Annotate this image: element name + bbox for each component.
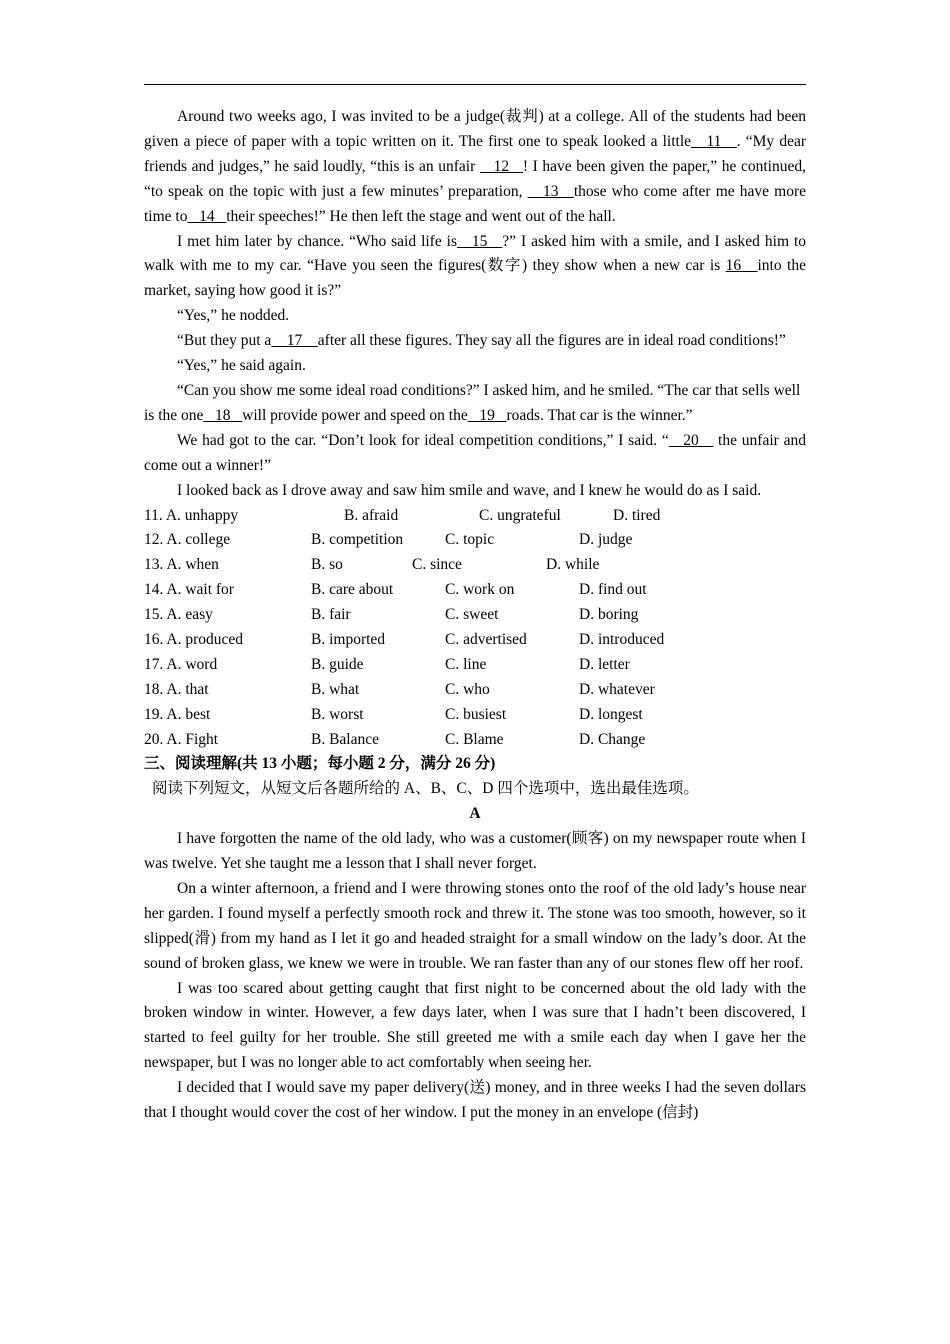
option-choice: B. what [311,680,360,698]
option-choice: 13. A. when [144,556,219,574]
passage-paragraph: “Yes,” he said again. [177,357,306,375]
option-choice: C. topic [445,531,495,549]
option-choice: 11. A. unhappy [144,506,239,524]
option-choice: C. busiest [445,705,507,723]
option-choice: B. fair [311,606,351,624]
option-choice: D. while [546,556,600,574]
option-choice: D. introduced [579,630,665,648]
option-choice: 19. A. best [144,705,211,723]
option-choice: C. advertised [445,630,527,648]
answer-blank: 17 [271,332,318,350]
option-choice: B. care about [311,581,394,599]
option-choice: D. longest [579,705,643,723]
option-choice: D. tired [613,506,661,524]
reading-passage-a [144,827,806,1126]
answer-blank: 15 [457,232,503,250]
answer-blank: 19 [467,406,507,424]
passage-paragraph: On a winter afternoon, a friend and I were throwing stones onto the roof of the old lady’s house near her garden. I found myself a perfectly smooth rock and threw it. The stone was too smooth, however, so it slipped(滑) from my hand as I let it go and headed straight for a small window on the lady’s door. At the sound of broken glass, we knew we were in trouble. We ran faster than any of our stones flew off her roof. [144,879,806,972]
option-choice: B. guide [311,655,364,673]
option-choice: B. Balance [311,730,380,748]
option-row [144,628,806,653]
option-choice: 15. A. easy [144,606,213,624]
passage-paragraph: We had got to the car. “Don’t look for ideal competition conditions,” I said. “ 20 the unfair and come out a winner!” [144,431,807,474]
passage-paragraph: “Can you show me some ideal road conditions?” I asked him, and he smiled. “The car that sells well is the one 18 will provide power and speed on the 19 roads. That car is the winner.” [144,381,801,424]
section-heading: 三、阅读理解(共 13 小题；每小题 2 分，满分 26 分) [144,755,496,773]
option-row [144,678,806,703]
passage-paragraph: I have forgotten the name of the old lady, who was a customer(顾客) on my newspaper route when I was twelve. Yet she taught me a lesson that I shall never forget. [144,830,806,873]
cloze-passage [144,105,806,504]
option-row [144,603,806,628]
passage-paragraph: “But they put a 17 after all these figures. They say all the figures are in ideal road conditions!” [177,332,786,350]
passage-paragraph: I met him later by chance. “Who said life is 15 ?” I asked him with a smile, and I asked him to walk with me to my car. “Have you seen the figures(数字) they show when a new car is 16 into the market, saying how good it is?” [144,232,807,300]
option-choice: B. worst [311,705,364,723]
top-rule [144,84,806,85]
passage-paragraph: “Yes,” he nodded. [177,307,290,325]
option-choice: C. since [412,556,462,574]
option-choice: D. letter [579,655,630,673]
option-row [144,578,806,603]
passage-paragraph: I was too scared about getting caught that first night to be concerned about the old lady with the broken window in winter. However, a few days later, when I was sure that I hadn’t been discovered, I started to feel guilty for her trouble. She still greeted me with a smile each day when I gave her the newspaper, but I was no longer able to act comfortably when seeing her. [144,979,806,1072]
option-choice: 12. A. college [144,531,231,549]
answer-blank: 16 [725,257,758,275]
answer-blank: 11 [691,132,737,150]
cloze-options [144,504,806,753]
answer-blank: 13 [527,182,574,200]
option-choice: 17. A. word [144,655,218,673]
option-choice: B. so [311,556,343,574]
option-choice: D. Change [579,730,646,748]
option-choice: C. work on [445,581,515,599]
option-choice: C. sweet [445,606,499,624]
option-choice: C. line [445,655,487,673]
option-row [144,528,806,553]
option-choice: C. Blame [445,730,504,748]
option-choice: D. find out [579,581,647,599]
option-choice: 18. A. that [144,680,209,698]
answer-blank: 12 [479,157,523,175]
option-row [144,653,806,678]
passage-letter: A [469,805,481,823]
option-choice: D. boring [579,606,639,624]
option-choice: B. imported [311,630,386,648]
option-row [144,728,806,753]
passage-paragraph: I looked back as I drove away and saw him smile and wave, and I knew he would do as I said. [177,481,762,499]
option-choice: 14. A. wait for [144,581,234,599]
answer-blank: 14 [187,207,227,225]
option-choice: B. competition [311,531,404,549]
option-row [144,553,806,578]
option-choice: 20. A. Fight [144,730,219,748]
option-choice: 16. A. produced [144,630,244,648]
option-choice: B. afraid [344,506,399,524]
document-body [144,105,806,1126]
answer-blank: 20 [668,431,714,449]
passage-paragraph: I decided that I would save my paper delivery(送) money, and in three weeks I had the seven dollars that I thought would cover the cost of her window. I put the money in an envelope (信封) [144,1079,806,1122]
option-row [144,703,806,728]
option-choice: D. whatever [579,680,655,698]
option-choice: D. judge [579,531,633,549]
answer-blank: 18 [203,406,243,424]
option-choice: C. who [445,680,490,698]
option-choice: C. ungrateful [479,506,561,524]
section-instruction: 阅读下列短文，从短文后各题所给的 A、B、C、D 四个选项中，选出最佳选项。 [152,780,699,798]
option-row [144,504,806,529]
passage-paragraph: Around two weeks ago, I was invited to be a judge(裁判) at a college. All of the students had been given a piece of paper with a topic written on it. The first one to speak looked a little 11 . “My dear friends and judges,” he said loudly, “this is an unfair 12 ! I have been given the paper,” he continued, “to speak on the topic with just a few minutes’ preparation, 13 those who come after me have more time to 14 their speeches!” He then left the stage and went out of the hall. [144,108,806,225]
